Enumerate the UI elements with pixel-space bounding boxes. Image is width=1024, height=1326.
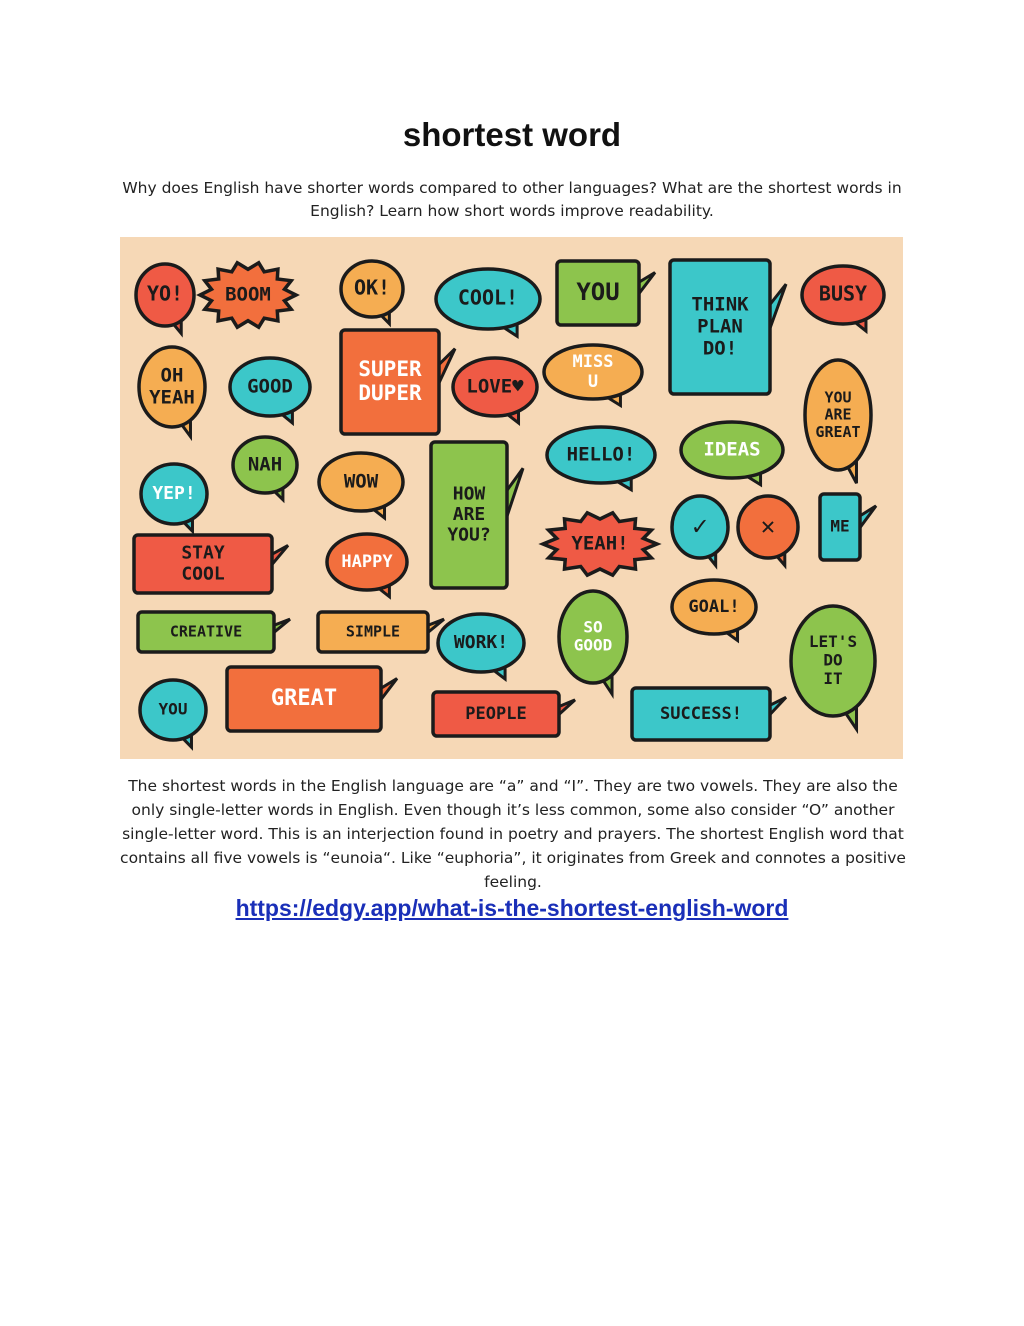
bubble-text: ARE: [452, 504, 486, 525]
speech-bubble: [672, 496, 728, 565]
bubble-text: BOOM: [225, 283, 271, 306]
speech-bubbles-illustration: [120, 237, 903, 759]
speech-bubble: [341, 261, 403, 324]
speech-bubble: [544, 345, 642, 405]
speech-bubble: [139, 347, 205, 437]
speech-bubble: [200, 263, 296, 327]
bubble-text: STAY: [181, 542, 225, 564]
bubble-text: MISS: [572, 352, 614, 373]
page-title: shortest word: [402, 116, 622, 153]
speech-bubble: [632, 688, 786, 740]
speech-bubble: [453, 358, 537, 423]
speech-bubble: [233, 437, 297, 500]
speech-bubble: [547, 427, 655, 490]
speech-bubble: [557, 261, 655, 325]
body-paragraph: The shortest words in the English language are “a” and “I”. They are two vowels. They are also the only single-letter words in English. Even though it’s less common, some also consider “O” another single-letter word. This is an interjection found in poetry and prayers. The shortest English word that contains all five vowels is “eunoia“. Like “euphoria”, it originates from Greek and connotes a positive feeling.: [120, 777, 906, 891]
bubble-text: DO!: [702, 337, 738, 360]
bubble-text: GOOD: [247, 375, 293, 398]
bubble-text: LET'S: [808, 632, 858, 652]
speech-bubble: [438, 614, 524, 679]
bubble-text: OH: [160, 364, 184, 387]
bubble-text: PEOPLE: [465, 704, 527, 724]
bubble-text: BUSY: [818, 281, 868, 306]
bubble-text: YEAH: [149, 386, 195, 409]
speech-bubble: [318, 612, 444, 652]
speech-bubble: [134, 535, 288, 593]
speech-bubble: [738, 496, 798, 565]
bubble-text: WORK!: [453, 632, 509, 653]
bubble-text: HOW: [452, 483, 486, 505]
speech-bubble: [341, 330, 455, 434]
speech-bubble: [138, 612, 290, 652]
bubble-text: COOL: [181, 563, 225, 585]
bubble-text: YEAH!: [571, 532, 629, 555]
bubble-text: PLAN: [697, 315, 743, 338]
bubble-text: NAH: [247, 453, 283, 476]
bubble-text: ✕: [760, 512, 776, 540]
bubble-text: GREAT: [270, 686, 338, 711]
bubble-text: YEP!: [152, 483, 196, 504]
bubble-text: CREATIVE: [169, 622, 243, 641]
speech-bubbles-canvas: [120, 237, 903, 759]
bubble-text: YOU: [824, 388, 852, 407]
bubble-text: YOU: [576, 278, 620, 306]
bubble-text: YO!: [146, 281, 184, 306]
speech-bubble: [820, 494, 876, 560]
bubble-text: SO: [583, 617, 603, 637]
source-link-container: [0, 895, 1024, 922]
speech-bubble: [672, 580, 756, 640]
speech-bubble: [136, 264, 194, 333]
bubble-text: HELLO!: [566, 443, 636, 466]
bubble-text: GREAT: [815, 422, 861, 441]
bubble-text: ME: [830, 516, 850, 536]
source-link[interactable]: https://edgy.app/what-is-the-shortest-english-word: [235, 895, 789, 921]
speech-bubble: [681, 422, 783, 485]
speech-bubble: [791, 606, 875, 729]
bubble-text: COOL!: [457, 285, 519, 310]
bubble-text: HAPPY: [341, 552, 393, 572]
bubble-text: U: [587, 371, 599, 392]
speech-bubble: [227, 667, 397, 731]
speech-bubble: [436, 269, 540, 336]
bubble-text: GOAL!: [688, 597, 740, 617]
bubble-text: IT: [823, 668, 843, 688]
bubble-text: DO: [823, 650, 843, 670]
intro-paragraph: Why does English have shorter words compared to other languages? What are the shortest words in English? Learn how short words improve readability.: [122, 179, 902, 220]
bubble-text: SUCCESS!: [660, 704, 742, 724]
speech-bubble: [327, 534, 407, 597]
bubble-text: LOVE♥: [466, 375, 524, 398]
speech-bubble: [543, 513, 657, 575]
speech-bubble: [670, 260, 786, 394]
bubble-text: THINK: [691, 293, 749, 316]
bubble-text: OK!: [353, 275, 391, 300]
speech-bubble: [431, 442, 523, 588]
speech-bubble: [559, 591, 627, 694]
speech-bubble: [319, 453, 403, 518]
speech-bubble: [433, 692, 575, 736]
speech-bubble: [230, 358, 310, 423]
speech-bubble: [140, 680, 206, 747]
speech-bubble: [802, 266, 884, 331]
bubble-text: DUPER: [358, 381, 422, 406]
speech-bubble: [141, 464, 207, 531]
bubble-text: YOU: [158, 699, 188, 719]
bubble-text: SUPER: [358, 356, 422, 381]
speech-bubble: [805, 360, 871, 483]
bubble-text: YOU?: [447, 524, 491, 546]
bubble-text: ✓: [692, 511, 708, 542]
bubble-text: GOOD: [573, 635, 613, 655]
bubble-text: IDEAS: [703, 438, 761, 461]
bubble-text: SIMPLE: [345, 622, 401, 641]
bubble-text: ARE: [824, 405, 852, 424]
bubble-text: WOW: [343, 470, 379, 493]
